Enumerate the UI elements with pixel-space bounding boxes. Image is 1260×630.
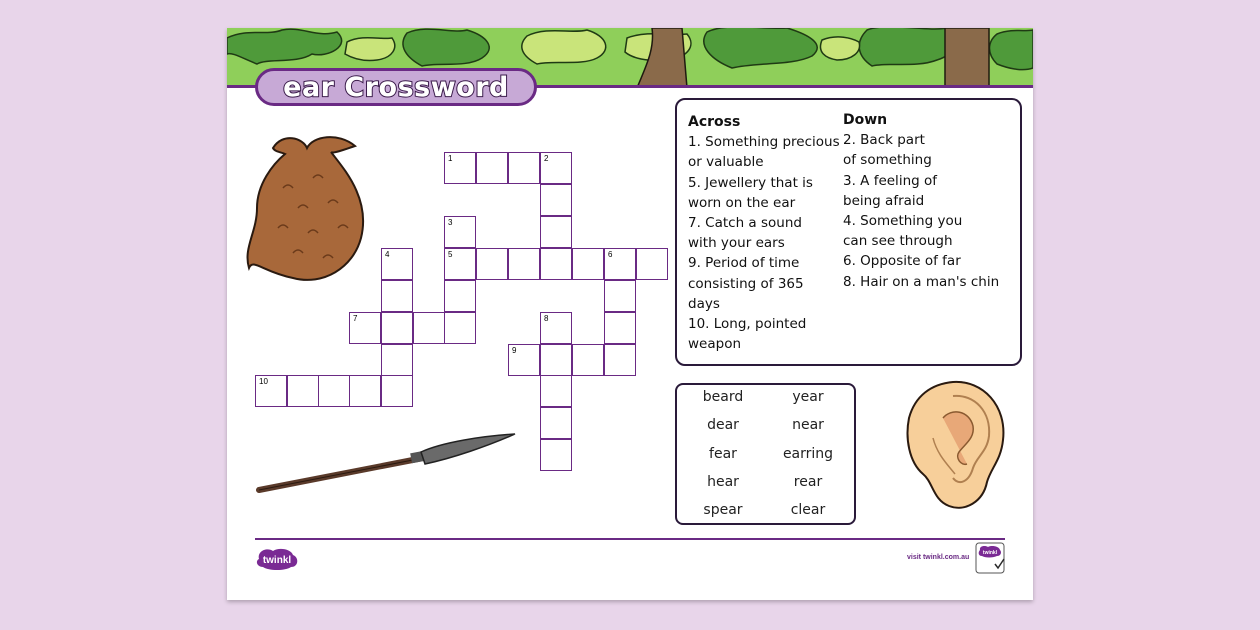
crossword-cell[interactable] xyxy=(476,248,508,280)
clue-line: can see through xyxy=(843,233,953,250)
crossword-cell[interactable] xyxy=(540,184,572,216)
crossword-cell[interactable] xyxy=(476,152,508,184)
clue-number: 6 xyxy=(608,250,613,259)
worksheet xyxy=(227,28,1033,600)
crossword-cell[interactable] xyxy=(604,312,636,344)
crossword-cell[interactable] xyxy=(540,375,572,407)
clue-line: days xyxy=(688,295,720,312)
logo-text: twinkl xyxy=(262,555,292,566)
crossword-cell[interactable] xyxy=(508,344,540,376)
crossword-cell[interactable] xyxy=(349,375,381,407)
word-bank-item: beard xyxy=(702,389,744,405)
crossword-cell[interactable] xyxy=(604,280,636,312)
clue-line: 3. A feeling of xyxy=(843,172,937,189)
word-bank-item: dear xyxy=(707,417,739,433)
crossword-cell[interactable] xyxy=(444,280,476,312)
crossword-cell[interactable] xyxy=(381,375,413,407)
clue-line: or valuable xyxy=(688,154,764,171)
clue-number: 7 xyxy=(353,314,358,323)
crossword-cell[interactable] xyxy=(540,248,572,280)
crossword-cell[interactable] xyxy=(572,344,604,376)
crossword-cell[interactable] xyxy=(381,248,413,280)
crossword-cell[interactable] xyxy=(444,152,476,184)
crossword-cell[interactable] xyxy=(540,312,572,344)
word-bank-item: fear xyxy=(709,446,737,462)
clue-line: 5. Jewellery that is xyxy=(688,174,813,191)
crossword-cell[interactable] xyxy=(287,375,319,407)
word-bank-item: year xyxy=(792,389,824,405)
clue-number: 10 xyxy=(259,377,268,386)
crossword-cell[interactable] xyxy=(540,407,572,439)
clue-number: 3 xyxy=(448,218,453,227)
clue-line: 7. Catch a sound xyxy=(688,215,802,232)
crossword-cell[interactable] xyxy=(381,280,413,312)
crossword-cell[interactable] xyxy=(381,344,413,376)
clue-line: consisting of 365 xyxy=(688,275,804,292)
badge-text: twinkl xyxy=(982,550,998,556)
clue-line: of something xyxy=(843,152,932,169)
crossword-cell[interactable] xyxy=(636,248,668,280)
crossword-cell[interactable] xyxy=(349,312,381,344)
clue-line: 8. Hair on a man's chin xyxy=(843,273,1000,290)
clue-number: 4 xyxy=(385,250,390,259)
crossword-cell[interactable] xyxy=(381,312,413,344)
down-clues xyxy=(843,110,1019,292)
crossword-cell[interactable] xyxy=(508,152,540,184)
ear-icon xyxy=(903,378,1008,513)
page-title: ear Crossword xyxy=(283,71,509,103)
down-heading: Down xyxy=(843,112,888,128)
crossword-cell[interactable] xyxy=(540,439,572,471)
twinkl-logo-icon xyxy=(255,547,299,571)
word-bank xyxy=(675,383,856,525)
clue-line: 6. Opposite of far xyxy=(843,253,961,270)
crossword-cell[interactable] xyxy=(413,312,445,344)
clues-panel xyxy=(675,98,1022,366)
crossword-cell[interactable] xyxy=(604,248,636,280)
word-bank-item: earring xyxy=(782,446,834,462)
word-bank-item: near xyxy=(792,417,824,433)
across-heading: Across xyxy=(688,114,741,130)
visit-link[interactable]: visit twinkl.com.au xyxy=(907,554,970,561)
crossword-cell[interactable] xyxy=(318,375,350,407)
clue-number: 8 xyxy=(544,314,549,323)
crossword-cell[interactable] xyxy=(540,216,572,248)
clue-line: 4. Something you xyxy=(843,213,963,230)
clue-number: 2 xyxy=(544,154,549,163)
clue-line: 2. Back part xyxy=(843,132,925,149)
footer-divider xyxy=(255,538,1005,540)
crossword-cell[interactable] xyxy=(572,248,604,280)
across-clues xyxy=(688,112,840,354)
crossword-cell[interactable] xyxy=(540,152,572,184)
crossword-cell[interactable] xyxy=(444,248,476,280)
clue-number: 1 xyxy=(448,154,453,163)
crossword-cell[interactable] xyxy=(444,312,476,344)
crossword-cell[interactable] xyxy=(540,344,572,376)
clue-number: 5 xyxy=(448,250,453,259)
clue-line: being afraid xyxy=(843,192,925,209)
clue-line: with your ears xyxy=(688,235,785,252)
clue-number: 9 xyxy=(512,346,517,355)
crossword-cell[interactable] xyxy=(255,375,287,407)
crossword-cell[interactable] xyxy=(444,216,476,248)
quality-badge-icon xyxy=(975,542,1005,574)
clue-line: weapon xyxy=(688,336,742,353)
clue-line: 9. Period of time xyxy=(688,255,800,272)
clue-line: 10. Long, pointed xyxy=(688,316,807,333)
word-bank-item: clear xyxy=(790,502,826,518)
clue-line: worn on the ear xyxy=(688,194,796,211)
word-bank-item: spear xyxy=(703,502,743,518)
crossword-cell[interactable] xyxy=(508,248,540,280)
word-bank-item: rear xyxy=(793,474,823,490)
word-bank-item: hear xyxy=(707,474,739,490)
clue-line: 1. Something precious xyxy=(688,134,840,151)
crossword-cell[interactable] xyxy=(604,344,636,376)
